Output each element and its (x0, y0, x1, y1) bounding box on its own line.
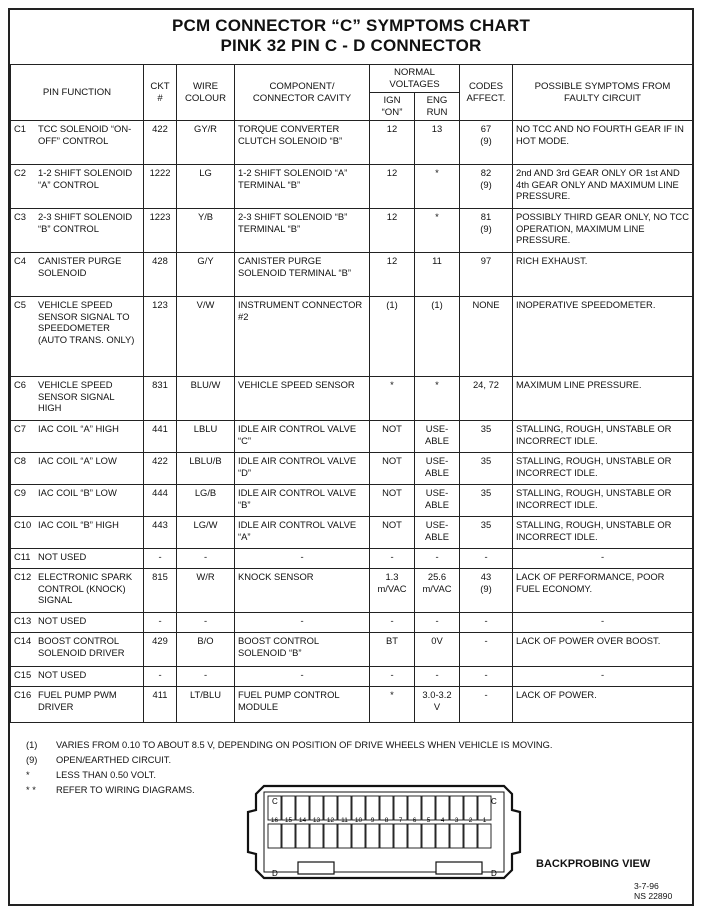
cell-component: KNOCK SENSOR (235, 569, 370, 613)
table-row (11, 253, 693, 297)
cell-component: IDLE AIR CONTROL VALVE “C” (235, 421, 370, 453)
connector-pin-number: 13 (312, 817, 321, 824)
cell-codes: - (460, 667, 513, 687)
connector-pin-cavity (268, 824, 281, 848)
cell-codes: - (460, 633, 513, 667)
cell-pin-function (11, 517, 144, 549)
pin-number: C13 (14, 615, 32, 626)
connector-pin-number: 14 (298, 817, 307, 824)
cell-codes: 35 (460, 421, 513, 453)
header-pin-function: PIN FUNCTION (11, 65, 144, 121)
pin-function-text: NOT USED (38, 669, 87, 680)
cell-codes: 81 (9) (460, 209, 513, 253)
table-row (11, 517, 693, 549)
cell-ckt: 444 (144, 485, 177, 517)
cell-pin-function (11, 549, 144, 569)
header-codes: CODES AFFECT. (460, 65, 513, 121)
cell-eng-run: USE- ABLE (415, 485, 460, 517)
header-symptoms: POSSIBLE SYMPTOMS FROM FAULTY CIRCUIT (513, 65, 693, 121)
connector-pin-cavity (380, 824, 393, 848)
pin-number: C6 (14, 379, 26, 390)
cell-wire-colour: LT/BLU (177, 687, 235, 723)
cell-symptom: LACK OF POWER OVER BOOST. (513, 633, 693, 667)
connector-pin-number: 6 (412, 817, 417, 824)
pin-number: C14 (14, 635, 32, 646)
chart-title (10, 16, 692, 56)
footnote: (9) OPEN/EARTHED CIRCUIT. (26, 755, 172, 765)
table-row (11, 613, 693, 633)
pin-function-text: IAC COIL “B” HIGH (38, 519, 119, 530)
table-row (11, 421, 693, 453)
cell-component: CANISTER PURGE SOLENOID TERMINAL “B” (235, 253, 370, 297)
connector-label-c-right: C (491, 797, 497, 806)
pin-number: C5 (14, 299, 26, 310)
cell-component: BOOST CONTROL SOLENOID “B” (235, 633, 370, 667)
cell-eng-run: USE- ABLE (415, 453, 460, 485)
cell-codes: 24, 72 (460, 377, 513, 421)
table-row (11, 569, 693, 613)
connector-label-d-left: D (272, 869, 278, 878)
connector-pin-cavity (478, 824, 491, 848)
cell-ckt: - (144, 613, 177, 633)
cell-ckt: 441 (144, 421, 177, 453)
cell-pin-function (11, 165, 144, 209)
pin-function-text: BOOST CONTROL SOLENOID DRIVER (38, 635, 125, 658)
cell-ign-on: - (370, 613, 415, 633)
header-eng-run: ENG RUN (415, 93, 460, 121)
cell-eng-run: - (415, 667, 460, 687)
pin-function-text: VEHICLE SPEED SENSOR SIGNAL HIGH (38, 379, 115, 413)
pin-function-text: FUEL PUMP PWM DRIVER (38, 689, 117, 712)
connector-pin-cavity (296, 824, 309, 848)
pin-function-text: 2-3 SHIFT SOLENOID “B” CONTROL (38, 211, 133, 234)
cell-wire-colour: LBLU/B (177, 453, 235, 485)
pin-function-text: NOT USED (38, 551, 87, 562)
cell-symptom: NO TCC AND NO FOURTH GEAR IF IN HOT MODE. (513, 121, 693, 165)
cell-pin-function (11, 421, 144, 453)
cell-wire-colour: B/O (177, 633, 235, 667)
connector-pin-number: 9 (370, 817, 375, 824)
cell-eng-run: 3.0-3.2 V (415, 687, 460, 723)
cell-ckt: 411 (144, 687, 177, 723)
header-ign-on: IGN “ON” (370, 93, 415, 121)
connector-pin-number: 5 (426, 817, 431, 824)
cell-ckt: 1222 (144, 165, 177, 209)
cell-pin-function (11, 633, 144, 667)
connector-pin-cavity (366, 824, 379, 848)
pin-number: C8 (14, 455, 26, 466)
pin-number: C4 (14, 255, 26, 266)
cell-component: - (235, 613, 370, 633)
cell-pin-function (11, 377, 144, 421)
connector-pin-cavity (282, 824, 295, 848)
cell-component: INSTRUMENT CONNECTOR #2 (235, 297, 370, 377)
pin-number: C15 (14, 669, 32, 680)
cell-symptom: STALLING, ROUGH, UNSTABLE OR INCORRECT IDLE. (513, 485, 693, 517)
cell-symptom: LACK OF PERFORMANCE, POOR FUEL ECONOMY. (513, 569, 693, 613)
backprobing-view-label: BACKPROBING VIEW (536, 858, 651, 870)
cell-codes: 97 (460, 253, 513, 297)
cell-eng-run: * (415, 377, 460, 421)
cell-wire-colour: LBLU (177, 421, 235, 453)
cell-eng-run: USE- ABLE (415, 421, 460, 453)
title-line-2: PINK 32 PIN C - D CONNECTOR (220, 36, 482, 55)
cell-ign-on: NOT (370, 453, 415, 485)
cell-symptom: - (513, 549, 693, 569)
connector-label-d-right: D (491, 869, 497, 878)
cell-codes: 82 (9) (460, 165, 513, 209)
connector-pin-number: 1 (482, 817, 487, 824)
cell-pin-function (11, 453, 144, 485)
cell-wire-colour: - (177, 613, 235, 633)
cell-ckt: 428 (144, 253, 177, 297)
cell-eng-run: 13 (415, 121, 460, 165)
pin-function-text: VEHICLE SPEED SENSOR SIGNAL TO SPEEDOMETER (AUTO TRANS. ONLY) (38, 299, 135, 345)
cell-ign-on: BT (370, 633, 415, 667)
cell-component: IDLE AIR CONTROL VALVE “D” (235, 453, 370, 485)
cell-wire-colour: LG/B (177, 485, 235, 517)
connector-pin-cavity (408, 824, 421, 848)
header-normal-voltages: NORMAL VOLTAGES (370, 65, 460, 93)
cell-ign-on: 12 (370, 209, 415, 253)
footnote: * * REFER TO WIRING DIAGRAMS. (26, 785, 195, 795)
cell-pin-function (11, 485, 144, 517)
connector-pin-cavity (352, 824, 365, 848)
cell-symptom: LACK OF POWER. (513, 687, 693, 723)
cell-wire-colour: V/W (177, 297, 235, 377)
cell-wire-colour: BLU/W (177, 377, 235, 421)
cell-codes: - (460, 549, 513, 569)
connector-pin-number: 4 (440, 817, 445, 824)
pin-number: C1 (14, 123, 26, 134)
cell-symptom: 2nd AND 3rd GEAR ONLY OR 1st AND 4th GEAR ONLY AND MAXIMUM LINE PRESSURE. (513, 165, 693, 209)
cell-ckt: 123 (144, 297, 177, 377)
cell-codes: NONE (460, 297, 513, 377)
cell-component: IDLE AIR CONTROL VALVE “B” (235, 485, 370, 517)
pin-function-text: CANISTER PURGE SOLENOID (38, 255, 122, 278)
cell-symptom: STALLING, ROUGH, UNSTABLE OR INCORRECT IDLE. (513, 453, 693, 485)
table-row (11, 453, 693, 485)
table-row (11, 165, 693, 209)
chart-frame (8, 8, 694, 906)
table-row (11, 377, 693, 421)
connector-diagram (246, 782, 526, 882)
connector-latch-left (298, 862, 334, 874)
connector-pin-number: 8 (384, 817, 389, 824)
cell-ign-on: 12 (370, 121, 415, 165)
cell-ign-on: (1) (370, 297, 415, 377)
cell-codes: 43 (9) (460, 569, 513, 613)
cell-eng-run: - (415, 549, 460, 569)
pin-number: C9 (14, 487, 26, 498)
cell-pin-function (11, 121, 144, 165)
cell-pin-function (11, 687, 144, 723)
cell-ckt: 831 (144, 377, 177, 421)
cell-codes: 35 (460, 485, 513, 517)
connector-pin-number: 3 (454, 817, 459, 824)
cell-eng-run: - (415, 613, 460, 633)
table-row (11, 687, 693, 723)
cell-component: - (235, 667, 370, 687)
cell-wire-colour: Y/B (177, 209, 235, 253)
cell-component: - (235, 549, 370, 569)
table-row (11, 633, 693, 667)
cell-symptom: POSSIBLY THIRD GEAR ONLY, NO TCC OPERATION, MAXIMUM LINE PRESSURE. (513, 209, 693, 253)
cell-component: FUEL PUMP CONTROL MODULE (235, 687, 370, 723)
cell-ckt: - (144, 667, 177, 687)
cell-codes: 67 (9) (460, 121, 513, 165)
cell-wire-colour: GY/R (177, 121, 235, 165)
footnote: * LESS THAN 0.50 VOLT. (26, 770, 156, 780)
connector-pin-number: 15 (284, 817, 293, 824)
cell-symptom: - (513, 613, 693, 633)
table-row (11, 549, 693, 569)
pin-function-text: ELECTRONIC SPARK CONTROL (KNOCK) SIGNAL (38, 571, 133, 605)
connector-pin-cavity (394, 824, 407, 848)
pin-function-text: NOT USED (38, 615, 87, 626)
cell-eng-run: 25.6 m/VAC (415, 569, 460, 613)
cell-ckt: 429 (144, 633, 177, 667)
connector-pin-number: 12 (326, 817, 335, 824)
cell-ign-on: - (370, 549, 415, 569)
cell-codes: 35 (460, 517, 513, 549)
cell-eng-run: (1) (415, 297, 460, 377)
connector-pin-cavity (324, 824, 337, 848)
table-row (11, 297, 693, 377)
cell-symptom: STALLING, ROUGH, UNSTABLE OR INCORRECT IDLE. (513, 517, 693, 549)
cell-ckt: 422 (144, 121, 177, 165)
cell-ign-on: NOT (370, 517, 415, 549)
pin-number: C3 (14, 211, 26, 222)
pin-number: C10 (14, 519, 32, 530)
cell-wire-colour: G/Y (177, 253, 235, 297)
cell-component: TORQUE CONVERTER CLUTCH SOLENOID “B” (235, 121, 370, 165)
cell-pin-function (11, 209, 144, 253)
pin-number: C2 (14, 167, 26, 178)
cell-ign-on: NOT (370, 421, 415, 453)
header-wire-colour: WIRE COLOUR (177, 65, 235, 121)
cell-symptom: - (513, 667, 693, 687)
cell-codes: 35 (460, 453, 513, 485)
cell-wire-colour: W/R (177, 569, 235, 613)
cell-wire-colour: LG/W (177, 517, 235, 549)
connector-pin-cavity (450, 824, 463, 848)
cell-pin-function (11, 667, 144, 687)
cell-component: 2-3 SHIFT SOLENOID “B” TERMINAL “B” (235, 209, 370, 253)
cell-ign-on: * (370, 687, 415, 723)
cell-ckt: 815 (144, 569, 177, 613)
pin-number: C7 (14, 423, 26, 434)
cell-pin-function (11, 613, 144, 633)
table-body (11, 121, 693, 723)
cell-eng-run: USE- ABLE (415, 517, 460, 549)
cell-wire-colour: LG (177, 165, 235, 209)
pin-function-text: IAC COIL “A” LOW (38, 455, 117, 466)
connector-pin-cavity (310, 824, 323, 848)
connector-pin-cavity (436, 824, 449, 848)
pin-function-text: TCC SOLENOID “ON-OFF” CONTROL (38, 123, 132, 146)
cell-wire-colour: - (177, 667, 235, 687)
connector-pin-number: 10 (354, 817, 363, 824)
cell-component: VEHICLE SPEED SENSOR (235, 377, 370, 421)
header-ckt: CKT # (144, 65, 177, 121)
cell-component: IDLE AIR CONTROL VALVE “A” (235, 517, 370, 549)
cell-ign-on: * (370, 377, 415, 421)
cell-codes: - (460, 613, 513, 633)
document-stamp (634, 881, 672, 901)
table-row (11, 209, 693, 253)
cell-ckt: 443 (144, 517, 177, 549)
pin-function-text: IAC COIL “B” LOW (38, 487, 117, 498)
pin-function-text: IAC COIL “A” HIGH (38, 423, 119, 434)
cell-eng-run: * (415, 209, 460, 253)
connector-pin-cavity (422, 824, 435, 848)
cell-eng-run: 0V (415, 633, 460, 667)
stamp-date: 3-7-96 (634, 881, 659, 891)
pin-number: C12 (14, 571, 32, 582)
cell-ckt: 422 (144, 453, 177, 485)
connector-label-c-left: C (272, 797, 278, 806)
footnote: (1) VARIES FROM 0.10 TO ABOUT 8.5 V, DEPENDING ON POSITION OF DRIVE WHEELS WHEN VEHICLE IS MOVING. (26, 740, 553, 750)
pin-function-text: 1-2 SHIFT SOLENOID “A” CONTROL (38, 167, 133, 190)
connector-pin-number: 7 (398, 817, 403, 824)
table-row (11, 667, 693, 687)
cell-eng-run: 11 (415, 253, 460, 297)
cell-wire-colour: - (177, 549, 235, 569)
cell-codes: - (460, 687, 513, 723)
cell-symptom: INOPERATIVE SPEEDOMETER. (513, 297, 693, 377)
cell-eng-run: * (415, 165, 460, 209)
cell-ign-on: NOT (370, 485, 415, 517)
cell-pin-function (11, 569, 144, 613)
cell-ign-on: 1.3 m/VAC (370, 569, 415, 613)
cell-symptom: MAXIMUM LINE PRESSURE. (513, 377, 693, 421)
cell-pin-function (11, 253, 144, 297)
title-line-1: PCM CONNECTOR “C” SYMPTOMS CHART (171, 16, 531, 35)
connector-pin-cavity (464, 824, 477, 848)
symptoms-table (10, 64, 693, 723)
cell-ign-on: - (370, 667, 415, 687)
table-row (11, 485, 693, 517)
cell-symptom: STALLING, ROUGH, UNSTABLE OR INCORRECT IDLE. (513, 421, 693, 453)
connector-pin-number: 16 (270, 817, 279, 824)
table-row (11, 121, 693, 165)
pin-number: C11 (14, 551, 31, 562)
cell-ign-on: 12 (370, 253, 415, 297)
cell-symptom: RICH EXHAUST. (513, 253, 693, 297)
connector-pin-number: 11 (341, 817, 348, 824)
pin-number: C16 (14, 689, 32, 700)
stamp-code: NS 22890 (634, 891, 673, 901)
connector-pin-cavity (338, 824, 351, 848)
connector-pin-number: 2 (468, 817, 473, 824)
cell-ign-on: 12 (370, 165, 415, 209)
header-component: COMPONENT/ CONNECTOR CAVITY (235, 65, 370, 121)
cell-ckt: - (144, 549, 177, 569)
cell-ckt: 1223 (144, 209, 177, 253)
cell-pin-function (11, 297, 144, 377)
cell-component: 1-2 SHIFT SOLENOID “A” TERMINAL “B” (235, 165, 370, 209)
connector-latch-right (436, 862, 482, 874)
